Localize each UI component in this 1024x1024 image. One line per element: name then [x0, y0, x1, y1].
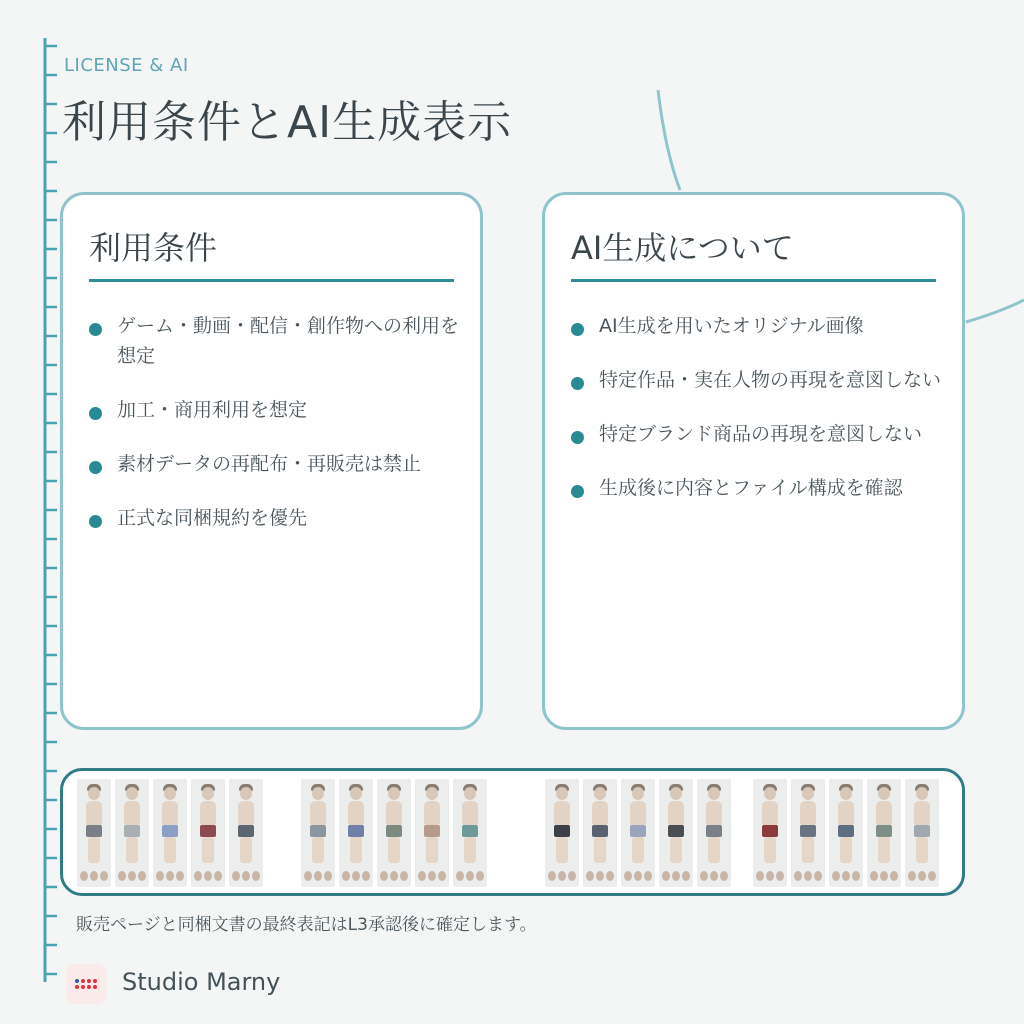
preview-thumbnail [339, 779, 373, 887]
list-item: 加工・商用利用を想定 [89, 395, 460, 425]
preview-thumbnail [753, 779, 787, 887]
preview-thumbnail [77, 779, 111, 887]
preview-thumbnail [545, 779, 579, 887]
page-title: 利用条件とAI生成表示 [62, 97, 513, 148]
preview-thumbnail [453, 779, 487, 887]
usage-terms-list [89, 311, 460, 557]
card-divider [89, 279, 454, 282]
usage-terms-card [60, 192, 483, 730]
brand-name: Studio Marny [122, 968, 281, 996]
list-item: 特定作品・実在人物の再現を意図しない [571, 365, 942, 395]
bullet-icon [89, 461, 102, 474]
bullet-icon [89, 407, 102, 420]
footnote: 販売ページと同梱文書の最終表記はL3承認後に確定します。 [76, 915, 537, 935]
bullet-icon [89, 323, 102, 336]
preview-group-4 [753, 779, 939, 887]
preview-thumbnail [621, 779, 655, 887]
brand-logo [66, 964, 106, 1004]
list-item: 正式な同梱規約を優先 [89, 503, 460, 533]
ai-generation-card [542, 192, 965, 730]
preview-thumbnail [583, 779, 617, 887]
preview-thumbnail [115, 779, 149, 887]
bullet-icon [571, 431, 584, 444]
preview-thumbnail [829, 779, 863, 887]
preview-thumbnail [905, 779, 939, 887]
bullet-icon [571, 377, 584, 390]
bullet-icon [571, 323, 584, 336]
card-title: AI生成について [571, 229, 794, 267]
preview-group-1 [77, 779, 263, 887]
ai-generation-list [571, 311, 942, 527]
preview-thumbnail [867, 779, 901, 887]
ruler-decoration [0, 0, 60, 1024]
preview-thumbnail [659, 779, 693, 887]
preview-group-3 [545, 779, 731, 887]
list-item: 特定ブランド商品の再現を意図しない [571, 419, 942, 449]
preview-thumbnail [791, 779, 825, 887]
preview-thumbnail [191, 779, 225, 887]
preview-group-2 [301, 779, 487, 887]
section-eyebrow: LICENSE & AI [64, 55, 189, 76]
preview-image-strip [60, 768, 965, 896]
bullet-icon [571, 485, 584, 498]
preview-thumbnail [153, 779, 187, 887]
preview-thumbnail [229, 779, 263, 887]
list-item: 生成後に内容とファイル構成を確認 [571, 473, 942, 503]
preview-thumbnail [377, 779, 411, 887]
list-item: 素材データの再配布・再販売は禁止 [89, 449, 460, 479]
bullet-icon [89, 515, 102, 528]
preview-thumbnail [415, 779, 449, 887]
preview-thumbnail [697, 779, 731, 887]
list-item: ゲーム・動画・配信・創作物への利用を想定 [89, 311, 460, 371]
list-item: AI生成を用いたオリジナル画像 [571, 311, 942, 341]
card-divider [571, 279, 936, 282]
card-title: 利用条件 [89, 229, 218, 267]
preview-thumbnail [301, 779, 335, 887]
